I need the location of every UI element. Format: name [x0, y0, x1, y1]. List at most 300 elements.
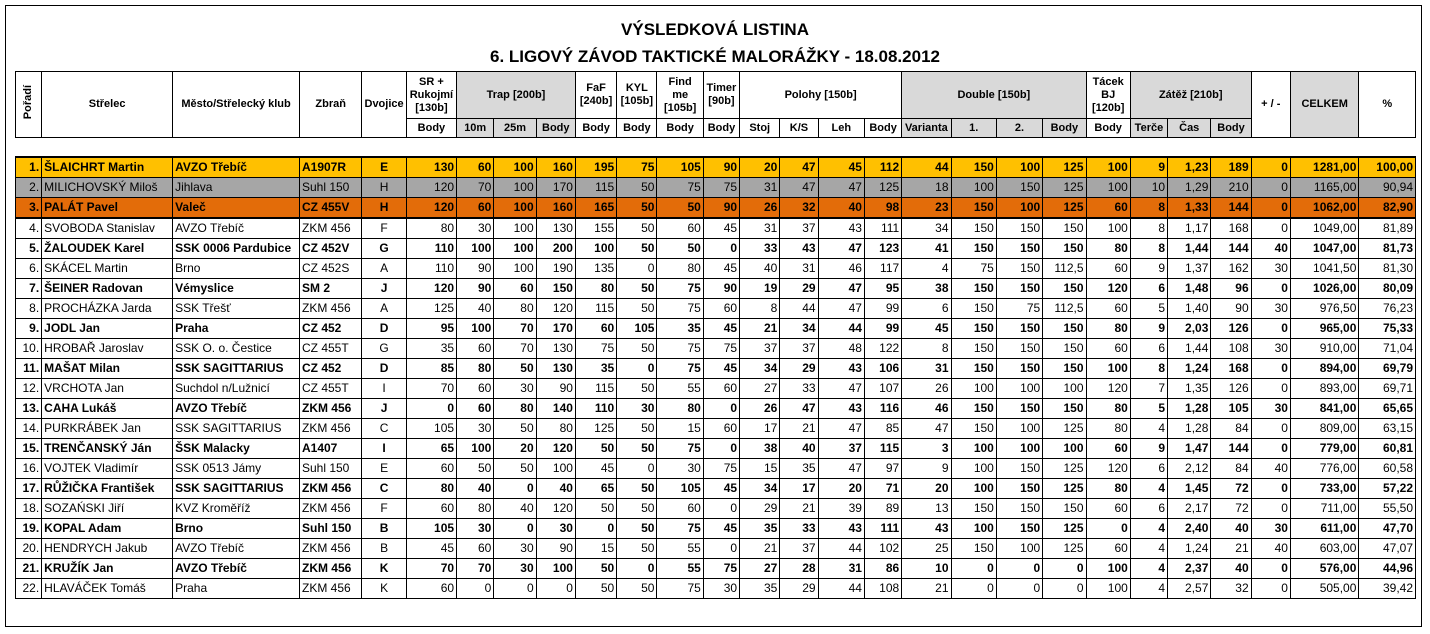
cell-tacek-body: 100 [1086, 178, 1130, 198]
cell-double-1: 150 [951, 299, 996, 319]
cell-trap-25m: 30 [494, 559, 536, 579]
cell-double-body: 125 [1043, 459, 1086, 479]
cell-sr-body: 110 [406, 259, 456, 279]
cell-plusminus: 0 [1251, 559, 1290, 579]
sub-header-zatez-cas: Čas [1168, 119, 1211, 138]
cell-polohy-ks: 35 [780, 459, 818, 479]
cell-timer-body: 45 [703, 218, 739, 239]
cell-tacek-body: 100 [1086, 359, 1130, 379]
cell-pct: 44,96 [1359, 559, 1416, 579]
col-header-zatez: Zátěž [210b] [1130, 72, 1251, 119]
cell-double-2: 150 [996, 339, 1042, 359]
cell-club: Jihlava [173, 178, 300, 198]
cell-rank: 13. [16, 399, 42, 419]
cell-polohy-body: 99 [864, 319, 901, 339]
cell-celkem: 711,00 [1290, 499, 1358, 519]
col-header-plusminus: + / - [1251, 72, 1290, 138]
cell-celkem: 841,00 [1290, 399, 1358, 419]
cell-rank: 21. [16, 559, 42, 579]
cell-findme-body: 75 [657, 178, 703, 198]
cell-polohy-stoj: 27 [740, 379, 780, 399]
cell-trap-10m: 60 [457, 539, 494, 559]
cell-kyl-body: 50 [617, 279, 657, 299]
cell-double-1: 150 [951, 319, 996, 339]
cell-double-body: 125 [1043, 419, 1086, 439]
cell-pct: 57,22 [1359, 479, 1416, 499]
cell-kyl-body: 50 [617, 439, 657, 459]
cell-double-1: 100 [951, 519, 996, 539]
cell-trap-10m: 60 [457, 198, 494, 219]
cell-polohy-ks: 37 [780, 218, 818, 239]
cell-polohy-leh: 37 [818, 439, 864, 459]
cell-plusminus: 40 [1251, 239, 1290, 259]
cell-polohy-stoj: 38 [740, 439, 780, 459]
cell-plusminus: 0 [1251, 198, 1290, 219]
cell-celkem: 809,00 [1290, 419, 1358, 439]
cell-shooter: MAŠAT Milan [42, 359, 173, 379]
cell-rank: 16. [16, 459, 42, 479]
cell-findme-body: 105 [657, 479, 703, 499]
cell-kyl-body: 0 [617, 559, 657, 579]
col-header-dvojice: Dvojice [362, 72, 406, 138]
cell-timer-body: 30 [703, 579, 739, 599]
cell-polohy-body: 115 [864, 439, 901, 459]
sub-header-double-1: 1. [951, 119, 996, 138]
cell-timer-body: 0 [703, 399, 739, 419]
cell-timer-body: 90 [703, 279, 739, 299]
cell-plusminus: 0 [1251, 479, 1290, 499]
cell-plusminus: 30 [1251, 259, 1290, 279]
cell-zatez-cas: 2,17 [1168, 499, 1211, 519]
cell-plusminus: 0 [1251, 319, 1290, 339]
cell-trap-25m: 30 [494, 379, 536, 399]
cell-plusminus: 0 [1251, 218, 1290, 239]
cell-trap-25m: 100 [494, 218, 536, 239]
cell-weapon: CZ 452 [299, 359, 361, 379]
cell-trap-body: 160 [536, 198, 575, 219]
cell-kyl-body: 50 [617, 539, 657, 559]
cell-findme-body: 50 [657, 239, 703, 259]
cell-zatez-cas: 2,57 [1168, 579, 1211, 599]
cell-sr-body: 80 [406, 218, 456, 239]
cell-sr-body: 70 [406, 559, 456, 579]
cell-pct: 65,65 [1359, 399, 1416, 419]
cell-polohy-ks: 31 [780, 259, 818, 279]
cell-polohy-leh: 43 [818, 359, 864, 379]
cell-faf-body: 45 [575, 459, 616, 479]
cell-pct: 47,07 [1359, 539, 1416, 559]
cell-plusminus: 0 [1251, 379, 1290, 399]
cell-kyl-body: 50 [617, 218, 657, 239]
cell-trap-body: 0 [536, 579, 575, 599]
cell-sr-body: 45 [406, 539, 456, 559]
sub-header-faf-body: Body [575, 119, 616, 138]
cell-plusminus: 0 [1251, 579, 1290, 599]
cell-zatez-cas: 1,35 [1168, 379, 1211, 399]
cell-zatez-cas: 2,40 [1168, 519, 1211, 539]
cell-pct: 71,04 [1359, 339, 1416, 359]
cell-double-body: 100 [1043, 439, 1086, 459]
cell-double-varianta: 23 [902, 198, 951, 219]
cell-faf-body: 15 [575, 539, 616, 559]
cell-polohy-body: 123 [864, 239, 901, 259]
cell-polohy-ks: 33 [780, 519, 818, 539]
cell-club: Suchdol n/Lužnicí [173, 379, 300, 399]
cell-pct: 100,00 [1359, 157, 1416, 178]
cell-tacek-body: 60 [1086, 299, 1130, 319]
cell-findme-body: 105 [657, 157, 703, 178]
cell-double-1: 150 [951, 198, 996, 219]
cell-tacek-body: 120 [1086, 279, 1130, 299]
cell-faf-body: 60 [575, 319, 616, 339]
cell-findme-body: 55 [657, 379, 703, 399]
cell-polohy-ks: 21 [780, 419, 818, 439]
cell-polohy-ks: 44 [780, 299, 818, 319]
cell-faf-body: 65 [575, 479, 616, 499]
cell-trap-10m: 60 [457, 399, 494, 419]
cell-celkem: 776,00 [1290, 459, 1358, 479]
cell-findme-body: 75 [657, 359, 703, 379]
cell-celkem: 779,00 [1290, 439, 1358, 459]
cell-zatez-body: 189 [1211, 157, 1251, 178]
cell-pair: D [362, 359, 406, 379]
cell-double-1: 0 [951, 579, 996, 599]
cell-tacek-body: 60 [1086, 499, 1130, 519]
cell-pct: 76,23 [1359, 299, 1416, 319]
cell-sr-body: 60 [406, 459, 456, 479]
cell-celkem: 1062,00 [1290, 198, 1358, 219]
cell-polohy-body: 108 [864, 579, 901, 599]
cell-sr-body: 35 [406, 339, 456, 359]
cell-weapon: Suhl 150 [299, 459, 361, 479]
cell-double-1: 150 [951, 157, 996, 178]
cell-zatez-body: 90 [1211, 299, 1251, 319]
sub-header-polohy-stoj: Stoj [740, 119, 780, 138]
cell-rank: 18. [16, 499, 42, 519]
cell-kyl-body: 0 [617, 259, 657, 279]
cell-faf-body: 155 [575, 218, 616, 239]
sub-header-trap-body: Body [536, 119, 575, 138]
cell-zatez-cas: 1,44 [1168, 339, 1211, 359]
cell-polohy-stoj: 21 [740, 539, 780, 559]
cell-plusminus: 0 [1251, 157, 1290, 178]
cell-double-1: 100 [951, 379, 996, 399]
cell-polohy-stoj: 34 [740, 479, 780, 499]
cell-double-body: 0 [1043, 579, 1086, 599]
table-row [16, 539, 1416, 559]
cell-polohy-leh: 44 [818, 579, 864, 599]
cell-sr-body: 70 [406, 379, 456, 399]
sub-header-polohy-leh: Leh [818, 119, 864, 138]
cell-pair: G [362, 339, 406, 359]
cell-double-body: 150 [1043, 499, 1086, 519]
cell-kyl-body: 105 [617, 319, 657, 339]
cell-rank: 12. [16, 379, 42, 399]
cell-double-1: 100 [951, 178, 996, 198]
cell-plusminus: 0 [1251, 499, 1290, 519]
cell-club: AVZO Třebíč [173, 539, 300, 559]
table-row [16, 519, 1416, 539]
cell-zatez-cas: 2,12 [1168, 459, 1211, 479]
cell-pair: K [362, 559, 406, 579]
cell-zatez-cas: 2,37 [1168, 559, 1211, 579]
cell-trap-body: 130 [536, 339, 575, 359]
cell-double-varianta: 9 [902, 459, 951, 479]
cell-zatez-cas: 1,40 [1168, 299, 1211, 319]
cell-timer-body: 75 [703, 459, 739, 479]
cell-pair: A [362, 299, 406, 319]
cell-trap-25m: 50 [494, 359, 536, 379]
cell-polohy-stoj: 37 [740, 339, 780, 359]
col-header-polohy: Polohy [150b] [740, 72, 902, 119]
cell-polohy-stoj: 35 [740, 519, 780, 539]
cell-plusminus: 30 [1251, 339, 1290, 359]
cell-double-1: 150 [951, 279, 996, 299]
cell-club: SSK 0006 Pardubice [173, 239, 300, 259]
cell-shooter: JODL Jan [42, 319, 173, 339]
cell-trap-25m: 100 [494, 157, 536, 178]
sub-header-findme-body: Body [657, 119, 703, 138]
cell-trap-25m: 70 [494, 319, 536, 339]
cell-tacek-body: 100 [1086, 157, 1130, 178]
cell-weapon: CZ 452 [299, 319, 361, 339]
cell-polohy-body: 111 [864, 519, 901, 539]
cell-pair: E [362, 157, 406, 178]
cell-faf-body: 0 [575, 519, 616, 539]
cell-zatez-body: 21 [1211, 539, 1251, 559]
cell-findme-body: 35 [657, 319, 703, 339]
cell-polohy-ks: 29 [780, 279, 818, 299]
cell-timer-body: 45 [703, 479, 739, 499]
cell-trap-10m: 30 [457, 519, 494, 539]
cell-trap-10m: 30 [457, 419, 494, 439]
cell-tacek-body: 60 [1086, 439, 1130, 459]
cell-polohy-ks: 17 [780, 479, 818, 499]
cell-polohy-stoj: 33 [740, 239, 780, 259]
cell-trap-body: 90 [536, 539, 575, 559]
cell-double-1: 150 [951, 218, 996, 239]
cell-rank: 7. [16, 279, 42, 299]
cell-polohy-body: 122 [864, 339, 901, 359]
cell-celkem: 576,00 [1290, 559, 1358, 579]
cell-trap-body: 140 [536, 399, 575, 419]
cell-trap-body: 130 [536, 359, 575, 379]
cell-rank: 20. [16, 539, 42, 559]
cell-pair: B [362, 519, 406, 539]
cell-zatez-terce: 10 [1130, 178, 1167, 198]
cell-pair: J [362, 399, 406, 419]
cell-polohy-stoj: 26 [740, 198, 780, 219]
cell-shooter: MILICHOVSKÝ Miloš [42, 178, 173, 198]
cell-double-body: 112,5 [1043, 259, 1086, 279]
sub-header-zatez-terce: Terče [1130, 119, 1167, 138]
cell-pct: 69,71 [1359, 379, 1416, 399]
cell-zatez-terce: 9 [1130, 157, 1167, 178]
cell-kyl-body: 50 [617, 419, 657, 439]
sub-header-polohy-ks: K/S [780, 119, 818, 138]
cell-timer-body: 45 [703, 319, 739, 339]
cell-tacek-body: 0 [1086, 519, 1130, 539]
cell-double-2: 100 [996, 157, 1042, 178]
cell-tacek-body: 80 [1086, 419, 1130, 439]
cell-rank: 11. [16, 359, 42, 379]
cell-zatez-terce: 4 [1130, 539, 1167, 559]
table-row [16, 459, 1416, 479]
page-title: VÝSLEDKOVÁ LISTINA [621, 20, 809, 39]
cell-rank: 10. [16, 339, 42, 359]
cell-zatez-terce: 5 [1130, 299, 1167, 319]
cell-double-varianta: 4 [902, 259, 951, 279]
cell-sr-body: 105 [406, 519, 456, 539]
cell-weapon: SM 2 [299, 279, 361, 299]
cell-trap-body: 90 [536, 379, 575, 399]
cell-plusminus: 0 [1251, 359, 1290, 379]
cell-zatez-cas: 1,17 [1168, 218, 1211, 239]
cell-trap-25m: 30 [494, 539, 536, 559]
cell-pair: G [362, 239, 406, 259]
cell-trap-10m: 100 [457, 439, 494, 459]
cell-tacek-body: 60 [1086, 539, 1130, 559]
cell-double-2: 150 [996, 178, 1042, 198]
cell-trap-body: 170 [536, 319, 575, 339]
table-row [16, 198, 1416, 219]
cell-sr-body: 130 [406, 157, 456, 178]
cell-polohy-ks: 37 [780, 339, 818, 359]
cell-faf-body: 115 [575, 379, 616, 399]
cell-findme-body: 50 [657, 198, 703, 219]
cell-polohy-ks: 32 [780, 198, 818, 219]
table-row [16, 339, 1416, 359]
sub-header-polohy-body: Body [864, 119, 901, 138]
cell-polohy-leh: 20 [818, 479, 864, 499]
sub-header-trap-25m: 25m [494, 119, 536, 138]
cell-tacek-body: 80 [1086, 399, 1130, 419]
cell-sr-body: 60 [406, 499, 456, 519]
table-row [16, 379, 1416, 399]
table-row [16, 559, 1416, 579]
cell-faf-body: 80 [575, 279, 616, 299]
cell-polohy-body: 85 [864, 419, 901, 439]
cell-weapon: Suhl 150 [299, 178, 361, 198]
cell-findme-body: 75 [657, 279, 703, 299]
cell-sr-body: 120 [406, 198, 456, 219]
cell-faf-body: 125 [575, 419, 616, 439]
cell-timer-body: 45 [703, 359, 739, 379]
cell-rank: 14. [16, 419, 42, 439]
cell-weapon: A1907R [299, 157, 361, 178]
col-header-faf: FaF [240b] [575, 72, 616, 119]
cell-pair: H [362, 178, 406, 198]
cell-celkem: 893,00 [1290, 379, 1358, 399]
cell-polohy-body: 99 [864, 299, 901, 319]
cell-shooter: RŮŽIČKA František [42, 479, 173, 499]
cell-sr-body: 120 [406, 279, 456, 299]
col-header-poradi: Pořadí [16, 72, 42, 138]
cell-celkem: 894,00 [1290, 359, 1358, 379]
cell-shooter: SOZAŃSKI Jiří [42, 499, 173, 519]
cell-club: SSK O. o. Čestice [173, 339, 300, 359]
cell-tacek-body: 60 [1086, 339, 1130, 359]
cell-weapon: ZKM 456 [299, 479, 361, 499]
cell-polohy-ks: 21 [780, 499, 818, 519]
cell-zatez-terce: 4 [1130, 519, 1167, 539]
cell-double-1: 100 [951, 459, 996, 479]
cell-double-2: 150 [996, 499, 1042, 519]
cell-celkem: 1047,00 [1290, 239, 1358, 259]
cell-polohy-ks: 34 [780, 319, 818, 339]
cell-celkem: 733,00 [1290, 479, 1358, 499]
cell-timer-body: 0 [703, 539, 739, 559]
cell-sr-body: 60 [406, 579, 456, 599]
cell-shooter: HROBAŘ Jaroslav [42, 339, 173, 359]
cell-double-1: 150 [951, 339, 996, 359]
cell-double-body: 150 [1043, 319, 1086, 339]
cell-double-1: 150 [951, 419, 996, 439]
cell-trap-10m: 40 [457, 299, 494, 319]
cell-polohy-ks: 40 [780, 439, 818, 459]
cell-findme-body: 80 [657, 399, 703, 419]
cell-rank: 17. [16, 479, 42, 499]
cell-pair: C [362, 479, 406, 499]
cell-sr-body: 85 [406, 359, 456, 379]
cell-polohy-leh: 47 [818, 299, 864, 319]
cell-trap-25m: 0 [494, 579, 536, 599]
cell-double-varianta: 8 [902, 339, 951, 359]
cell-timer-body: 0 [703, 499, 739, 519]
cell-weapon: ZKM 456 [299, 299, 361, 319]
cell-timer-body: 75 [703, 178, 739, 198]
cell-double-body: 150 [1043, 239, 1086, 259]
cell-trap-25m: 100 [494, 178, 536, 198]
table-row [16, 419, 1416, 439]
cell-faf-body: 115 [575, 178, 616, 198]
table-row [16, 479, 1416, 499]
cell-club: Praha [173, 579, 300, 599]
cell-shooter: VOJTEK Vladimír [42, 459, 173, 479]
cell-polohy-body: 116 [864, 399, 901, 419]
cell-pair: K [362, 579, 406, 599]
cell-sr-body: 0 [406, 399, 456, 419]
cell-double-body: 150 [1043, 218, 1086, 239]
cell-faf-body: 50 [575, 499, 616, 519]
cell-shooter: ŠLAICHRT Martin [42, 157, 173, 178]
cell-rank: 5. [16, 239, 42, 259]
cell-findme-body: 30 [657, 459, 703, 479]
col-header-celkem: CELKEM [1290, 72, 1358, 138]
cell-tacek-body: 60 [1086, 198, 1130, 219]
cell-double-1: 150 [951, 539, 996, 559]
cell-pct: 60,58 [1359, 459, 1416, 479]
cell-double-2: 150 [996, 519, 1042, 539]
col-header-double: Double [150b] [902, 72, 1086, 119]
cell-trap-25m: 50 [494, 419, 536, 439]
cell-zatez-cas: 1,47 [1168, 439, 1211, 459]
cell-weapon: A1407 [299, 439, 361, 459]
cell-polohy-body: 89 [864, 499, 901, 519]
cell-zatez-cas: 1,28 [1168, 419, 1211, 439]
cell-pct: 81,89 [1359, 218, 1416, 239]
cell-plusminus: 30 [1251, 519, 1290, 539]
cell-pair: F [362, 499, 406, 519]
cell-double-varianta: 44 [902, 157, 951, 178]
cell-tacek-body: 80 [1086, 239, 1130, 259]
table-row [16, 259, 1416, 279]
cell-trap-25m: 100 [494, 259, 536, 279]
cell-shooter: SVOBODA Stanislav [42, 218, 173, 239]
sub-header-double-varianta: Varianta [902, 119, 951, 138]
cell-polohy-stoj: 20 [740, 157, 780, 178]
cell-double-body: 150 [1043, 339, 1086, 359]
